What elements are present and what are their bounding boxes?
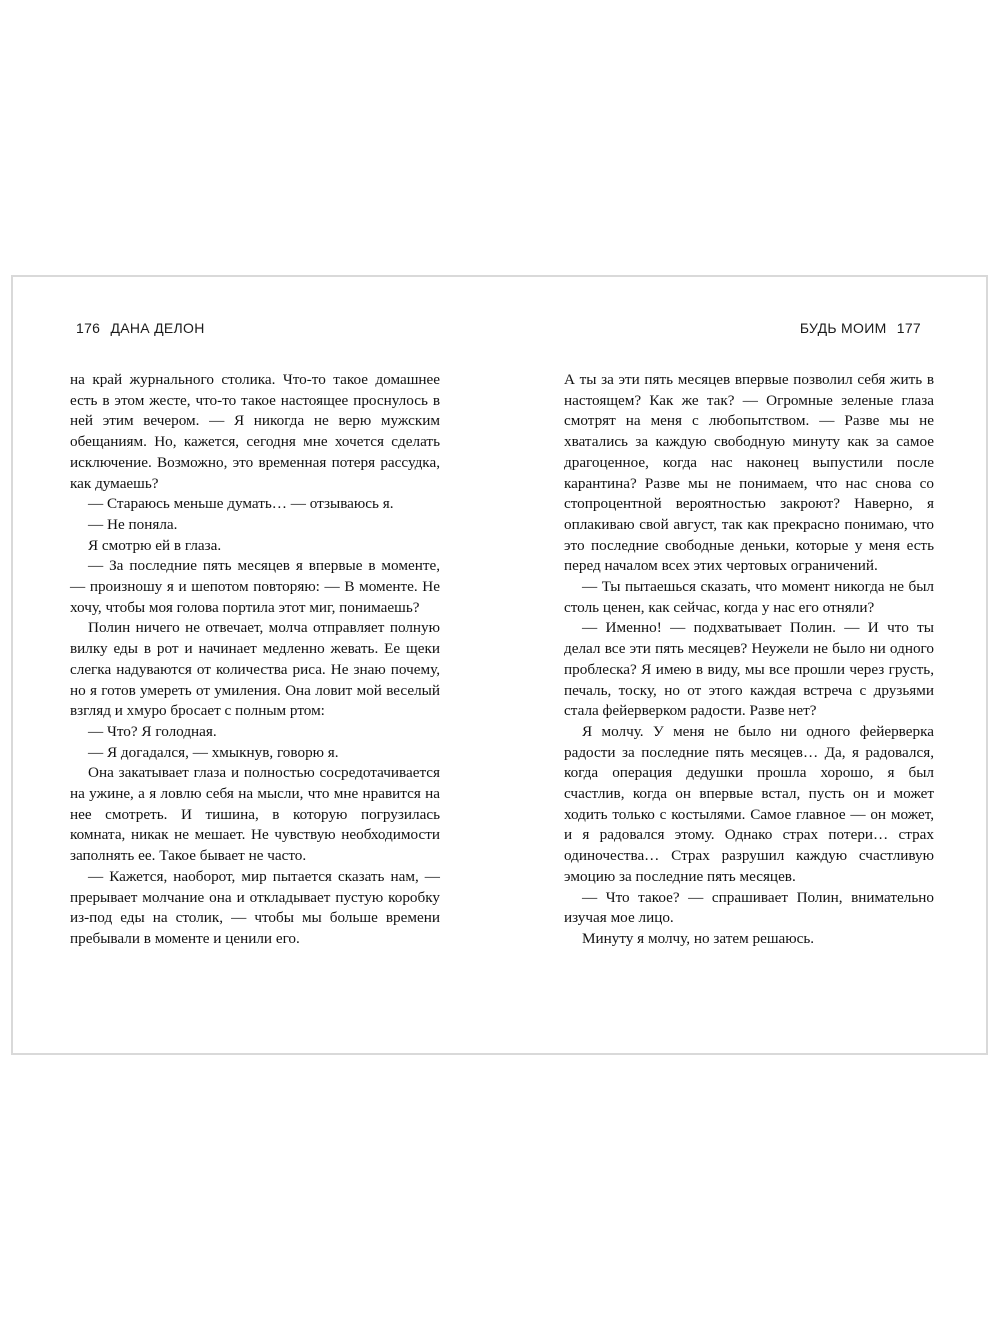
paragraph: Я молчу. У меня не было ни одного фейерверка радости за последние пять месяцев… Да, я радовался, когда операция дедушки прошла хорошо, я был счастлив, когда он впервые встал, пусть он и может ходить только с костылями. Самое главное — он может, и я радовался этому. Однако страх потери… страх одиночества… Страх разрушил каждую счастливую эмоцию за последние пять месяцев. [564, 722, 934, 885]
paragraph: Полин ничего не отвечает, молча отправляет полную вилку еды в рот и начинает медленно жевать. Ее щеки слегка надуваются от количества риса. Не знаю почему, но я готов умереть от умиления. Она ловит мой веселый взгляд и хмуро бросает с полным ртом: [70, 619, 440, 720]
paragraph: — Ты пытаешься сказать, что момент никогда не был столь ценен, как сейчас, когда у нас его отняли? [564, 578, 934, 616]
right-running-head: БУДЬ МОИМ [799, 320, 887, 336]
left-running-head: ДАНА ДЕЛОН [110, 320, 205, 336]
paragraph: — Я догадался, — хмыкнув, говорю я. [88, 743, 339, 761]
paragraph: Минуту я молчу, но затем решаюсь. [582, 929, 815, 947]
paragraph: Я смотрю ей в глаза. [88, 536, 222, 554]
right-page-number: 177 [896, 320, 921, 336]
paragraph: — Что? Я голодная. [88, 722, 217, 740]
paragraph: на край журнального столика. Что-то такое домашнее есть в этом жесте, что-то такое настоящее проснулось в ней этим вечером. — Я никогда не верю мужским обещаниям. Но, кажется, сегодня мне хочется сделать исключение. Возможно, это временная потеря рассудка, как думаешь? [70, 371, 440, 492]
paragraph: — Именно! — подхватывает Полин. — И что ты делал все эти пять месяцев? Неужели не было ни одного проблеска? Я имею в виду, мы все прошли через грусть, печаль, тоску, но от этого каждая встреча с друзьями стала фейерверком радости. Разве нет? [564, 619, 934, 720]
left-running-header [70, 320, 205, 336]
paragraph: — Кажется, наоборот, мир пытается сказать нам, — прерывает молчание она и откладывает пустую коробку из-под еды на столик, — чтобы мы больше времени пребывали в моменте и ценили его. [70, 867, 440, 947]
left-page-text [70, 370, 440, 950]
paragraph: — Что такое? — спрашивает Полин, внимательно изучая мое лицо. [564, 888, 934, 927]
paragraph: — За последние пять месяцев я впервые в моменте, — произношу я и шепотом повторяю: — В моменте. Не хочу, чтобы моя голова портила этот миг, понимаешь? [70, 557, 440, 616]
paragraph: А ты за эти пять месяцев впервые позволил себя жить в настоящем? Как же так? — Огромные зеленые глаза смотрят на меня с любопытством. — Разве мы не хватались за каждую свободную минуту как за самое драгоценное, когда нас наконец выпустили после карантина? Разве мы не понимаем, что нас снова со стопроцентной вероятностью закроют? Наверно, я оплакиваю свой август, так как прекрасно понимаю, что это последние свободные деньки, которые у меня есть перед началом всех этих чертовых ограничений. [564, 371, 934, 575]
right-running-header [800, 320, 927, 336]
paragraph: Она закатывает глаза и полностью сосредотачивается на ужине, а я ловлю себя на мысли, что мне нравится на нее смотреть. И тишина, в которую погрузилась комната, никак не мешает. Не чувствую необходимости заполнять ее. Такое бывает не часто. [70, 764, 440, 865]
left-page-number: 176 [76, 320, 101, 336]
paragraph: — Стараюсь меньше думать… — отзываюсь я. [88, 495, 394, 513]
paragraph: — Не поняла. [88, 515, 178, 533]
right-page-text [564, 370, 934, 950]
